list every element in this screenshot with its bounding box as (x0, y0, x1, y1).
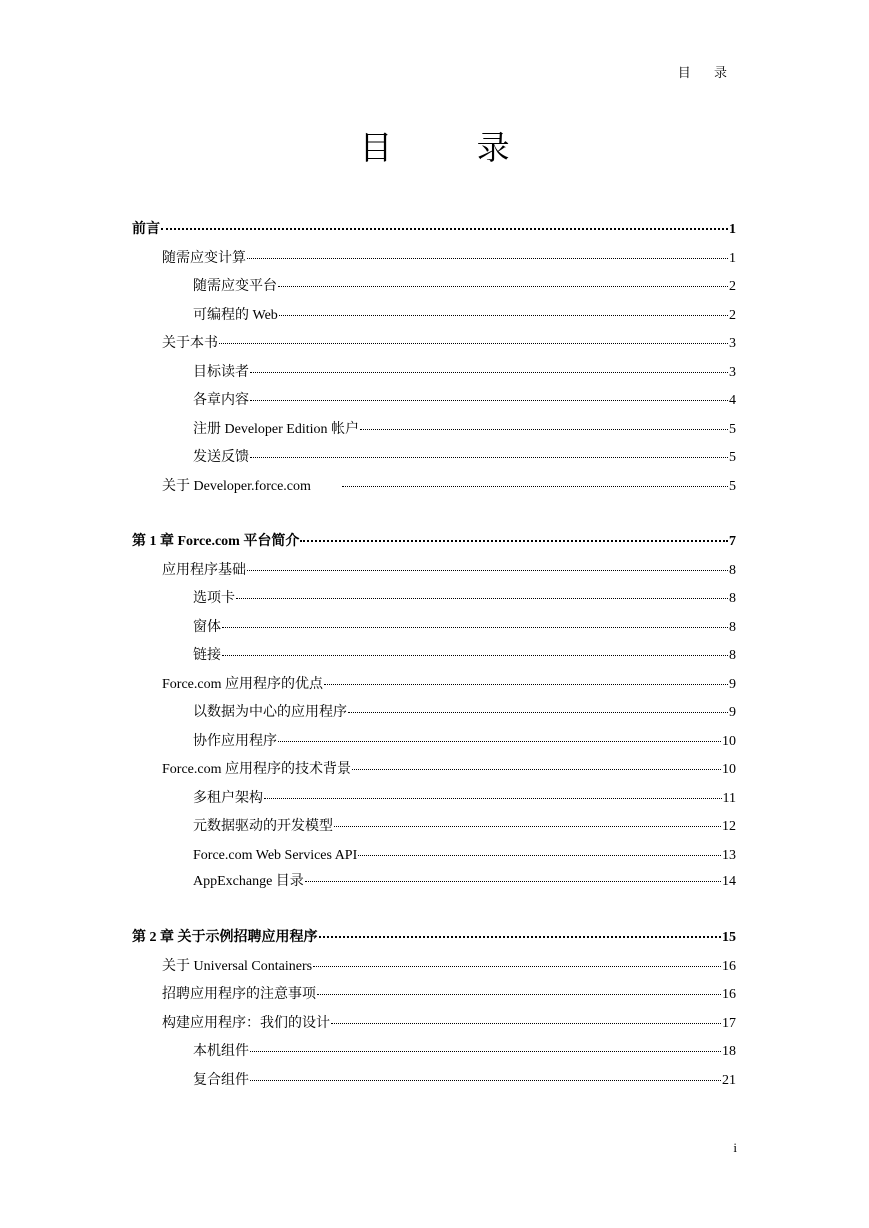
toc-entry[interactable] (132, 928, 736, 948)
toc-dot-leader (222, 627, 728, 628)
toc-entry[interactable] (193, 306, 736, 326)
toc-entry-page: 18 (722, 1044, 736, 1059)
toc-dot-leader (250, 457, 728, 458)
toc-dot-leader (278, 286, 728, 287)
toc-entry-page: 17 (722, 1016, 736, 1031)
toc-dot-leader (247, 258, 728, 259)
running-header: 目 录 (677, 65, 737, 80)
toc-entry[interactable] (162, 1014, 736, 1034)
toc-entry[interactable] (193, 363, 736, 383)
toc-entry-page: 8 (729, 620, 736, 635)
toc-dot-leader (247, 570, 728, 571)
toc-entry[interactable] (162, 561, 736, 581)
toc-dot-leader (317, 994, 721, 995)
toc-entry-page: 8 (729, 648, 736, 663)
toc-entry-page: 7 (729, 534, 736, 549)
toc-entry-label: 链接 (193, 648, 221, 663)
toc-dot-leader (334, 826, 721, 827)
toc-entry-label: 随需应变平台 (193, 279, 277, 294)
toc-dot-leader (324, 684, 728, 685)
toc-entry-page: 16 (722, 959, 736, 974)
toc-dot-leader (313, 966, 721, 967)
toc-entry-page: 8 (729, 563, 736, 578)
toc-dot-leader (250, 372, 728, 373)
toc-entry-label: 关于本书 (162, 336, 218, 351)
toc-entry[interactable] (193, 448, 736, 468)
toc-entry-label: 关于 Developer.force.com (162, 479, 311, 494)
toc-entry-label: 复合组件 (193, 1073, 249, 1088)
toc-entry[interactable] (193, 789, 736, 809)
toc-entry-label: 构建应用程序：我们的设计 (162, 1016, 330, 1031)
toc-entry-label: 注册 Developer Edition 帐户 (193, 422, 360, 437)
toc-entry[interactable] (162, 760, 736, 780)
toc-entry[interactable] (193, 420, 736, 440)
toc-entry[interactable] (193, 872, 736, 892)
toc-entry-label: 元数据驱动的开发模型 (193, 819, 333, 834)
toc-entry-page: 3 (729, 336, 736, 351)
toc-entry-page: 5 (729, 479, 736, 494)
toc-entry-page: 2 (729, 279, 736, 294)
toc-dot-leader (360, 429, 728, 430)
toc-entry[interactable] (162, 334, 736, 354)
toc-entry-page: 12 (722, 819, 736, 834)
toc-entry-page: 11 (722, 791, 736, 806)
toc-entry-label: 第 2 章 关于示例招聘应用程序 (132, 930, 318, 945)
toc-dot-leader (300, 540, 728, 542)
toc-entry-page: 10 (722, 762, 736, 777)
toc-dot-leader (250, 400, 728, 401)
toc-entry[interactable] (193, 1042, 736, 1062)
toc-entry-page: 4 (729, 393, 736, 408)
toc-dot-leader (161, 228, 728, 230)
toc-entry-label: 随需应变计算 (162, 251, 246, 266)
toc-entry-page: 5 (729, 450, 736, 465)
toc-entry-label: Force.com 应用程序的优点 (162, 677, 323, 692)
toc-dot-leader (352, 769, 721, 770)
toc-entry[interactable] (193, 732, 736, 752)
toc-entry-page: 10 (722, 734, 736, 749)
toc-dot-leader (319, 936, 722, 938)
page-number: i (733, 1140, 737, 1155)
toc-dot-leader (250, 1051, 721, 1052)
toc-entry-page: 3 (729, 365, 736, 380)
toc-entry-label: 选项卡 (193, 591, 235, 606)
toc-dot-leader (305, 881, 721, 882)
toc-dot-leader (264, 798, 722, 799)
toc-dot-leader (279, 315, 728, 316)
toc-entry-label: 可编程的 Web (193, 308, 278, 323)
toc-entry[interactable] (162, 985, 736, 1005)
toc-entry-label: 窗体 (193, 620, 221, 635)
toc-entry-page: 21 (722, 1073, 736, 1088)
toc-entry-label: 各章内容 (193, 393, 249, 408)
toc-entry-label: AppExchange 目录 (193, 874, 304, 889)
toc-entry-page: 16 (722, 987, 736, 1002)
toc-entry-label: 目标读者 (193, 365, 249, 380)
toc-dot-leader (250, 1080, 721, 1081)
toc-entry-page: 5 (729, 422, 736, 437)
toc-dot-leader (358, 855, 721, 856)
toc-dot-leader (219, 343, 728, 344)
toc-entry-label: 多租户架构 (193, 791, 263, 806)
toc-dot-leader (222, 655, 728, 656)
toc-entry[interactable] (193, 589, 736, 609)
toc-entry[interactable] (193, 817, 736, 837)
toc-entry-page: 2 (729, 308, 736, 323)
toc-entry[interactable] (193, 618, 736, 638)
toc-entry-label: 招聘应用程序的注意事项 (162, 987, 316, 1002)
toc-entry-page: 9 (729, 677, 736, 692)
toc-entry-label: Force.com Web Services API (193, 848, 358, 863)
toc-entry[interactable] (132, 220, 736, 240)
toc-entry-label: 本机组件 (193, 1044, 249, 1059)
toc-entry-label: 第 1 章 Force.com 平台简介 (132, 534, 300, 549)
toc-entry-page: 13 (722, 848, 736, 863)
toc-dot-leader (236, 598, 728, 599)
toc-entry-page: 1 (729, 222, 736, 237)
toc-entry[interactable] (162, 477, 736, 497)
toc-entry[interactable] (193, 703, 736, 723)
toc-entry[interactable] (193, 391, 736, 411)
toc-entry[interactable] (162, 249, 736, 269)
toc-entry[interactable] (132, 532, 736, 552)
toc-entry[interactable] (162, 957, 736, 977)
toc-entry[interactable] (193, 846, 736, 866)
toc-entry-label: 应用程序基础 (162, 563, 246, 578)
page-title: 目 录 (359, 131, 548, 167)
toc-entry[interactable] (193, 646, 736, 666)
toc-entry-page: 9 (729, 705, 736, 720)
toc-entry[interactable] (193, 277, 736, 297)
toc-dot-leader (278, 741, 721, 742)
toc-entry-page: 8 (729, 591, 736, 606)
toc-entry-page: 14 (722, 874, 736, 889)
toc-entry[interactable] (162, 675, 736, 695)
toc-entry[interactable] (193, 1071, 736, 1091)
toc-dot-leader (342, 486, 728, 487)
toc-entry-page: 1 (729, 251, 736, 266)
toc-entry-label: 前言 (132, 222, 160, 237)
toc-entry-label: 发送反馈 (193, 450, 249, 465)
toc-dot-leader (348, 712, 728, 713)
toc-entry-label: 关于 Universal Containers (162, 959, 313, 974)
toc-entry-page: 15 (722, 930, 736, 945)
toc-entry-label: 协作应用程序 (193, 734, 277, 749)
toc-entry-label: Force.com 应用程序的技术背景 (162, 762, 351, 777)
toc-entry-label: 以数据为中心的应用程序 (193, 705, 347, 720)
toc-dot-leader (331, 1023, 721, 1024)
